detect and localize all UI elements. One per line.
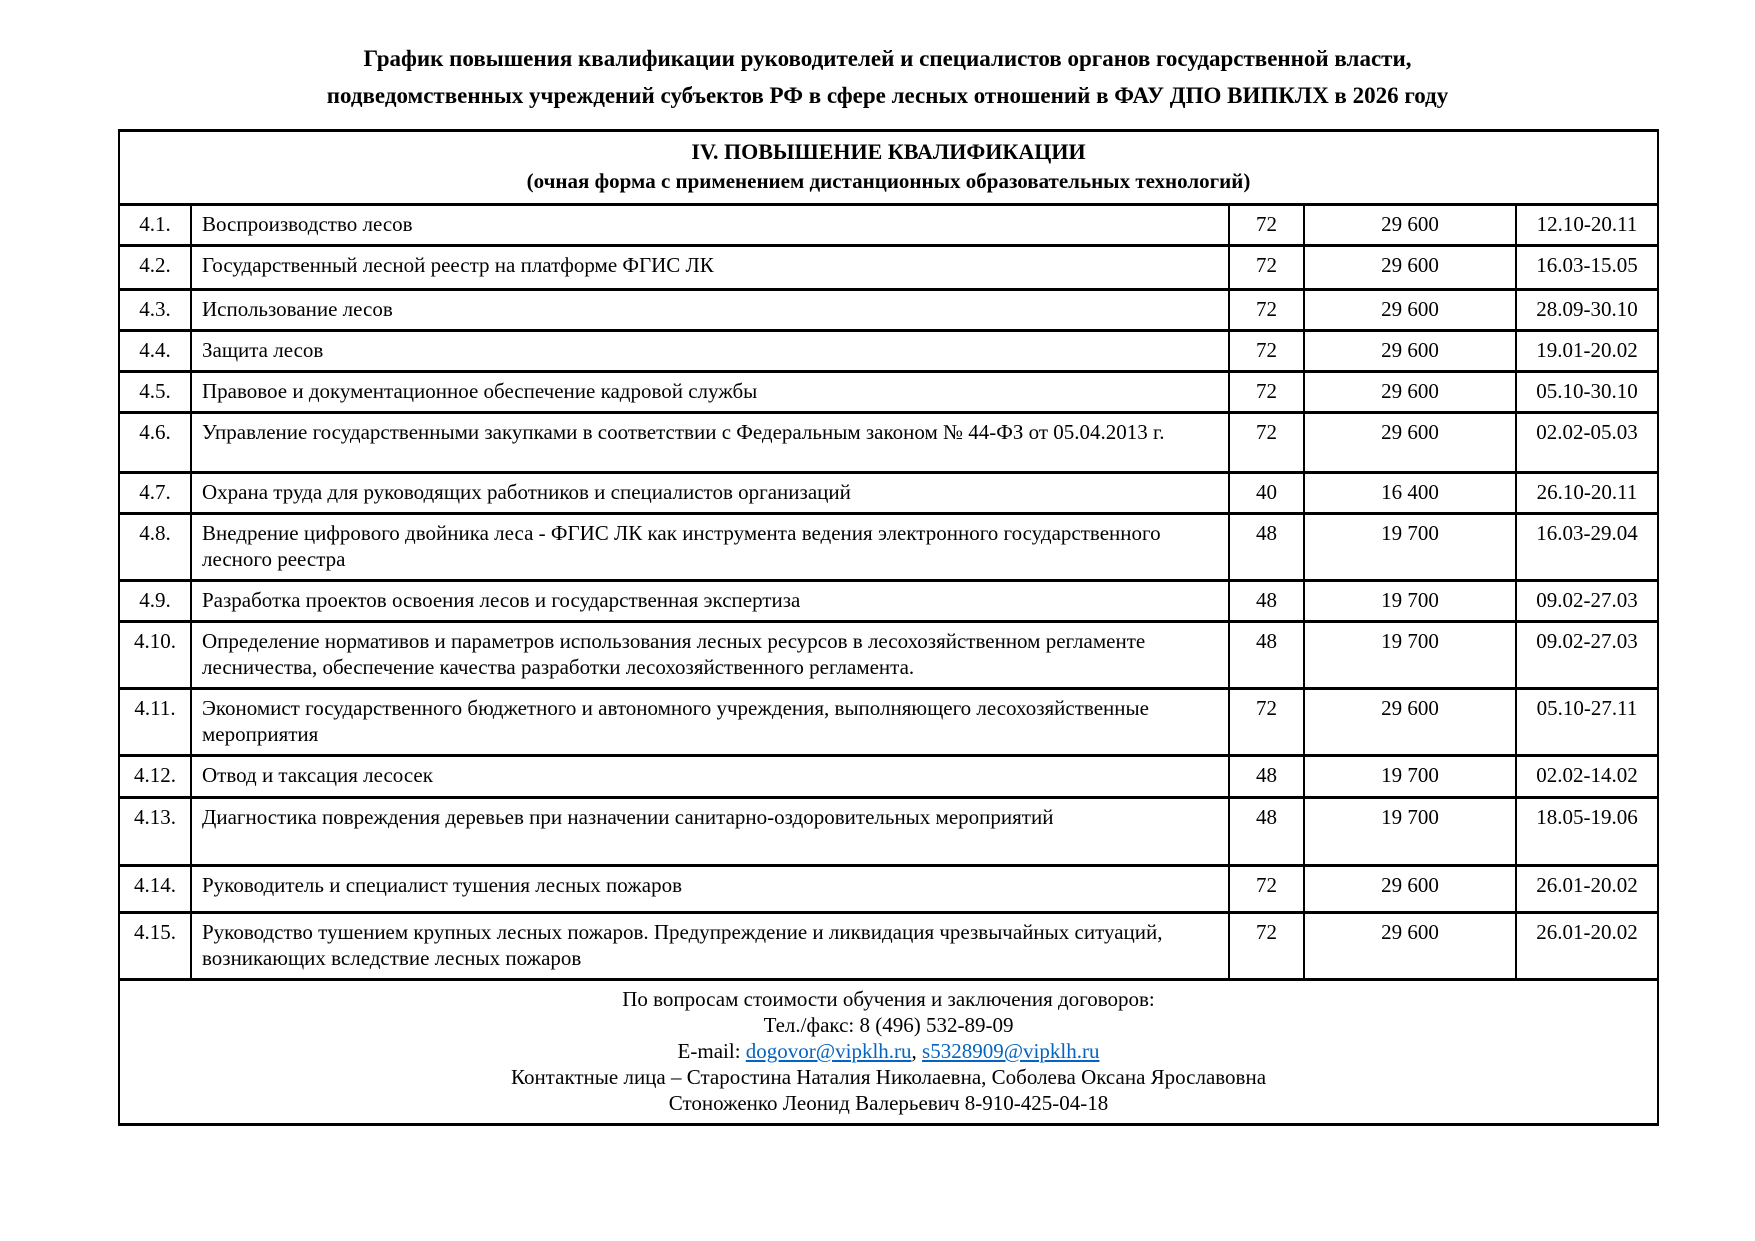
course-price: 29 600: [1304, 372, 1516, 413]
contacts-section: [119, 980, 1658, 1125]
email-separator: ,: [911, 1039, 923, 1063]
course-name: Государственный лесной реестр на платформе ФГИС ЛК: [191, 246, 1229, 290]
contacts-person-phone: Стоноженко Леонид Валерьевич 8-910-425-04-18: [668, 1091, 1109, 1115]
course-price: 29 600: [1304, 290, 1516, 331]
course-hours: 72: [1229, 372, 1304, 413]
course-name: Охрана труда для руководящих работников и специалистов организаций: [191, 473, 1229, 514]
course-hours: 72: [1229, 413, 1304, 473]
course-price: 19 700: [1304, 622, 1516, 689]
table-row: [119, 866, 1658, 913]
table-row: [119, 514, 1658, 581]
table-row: [119, 798, 1658, 866]
course-dates: 12.10-20.11: [1516, 205, 1658, 246]
row-number: 4.14.: [119, 866, 191, 913]
course-dates: 05.10-27.11: [1516, 689, 1658, 756]
course-hours: 72: [1229, 290, 1304, 331]
contacts-persons: Контактные лица – Старостина Наталия Николаевна, Соболева Оксана Ярославовна: [510, 1065, 1267, 1089]
table-row: [119, 689, 1658, 756]
email-link-dogovor[interactable]: dogovor@vipklh.ru: [745, 1039, 912, 1063]
table-row: [119, 372, 1658, 413]
course-name: Использование лесов: [191, 290, 1229, 331]
course-hours: 40: [1229, 473, 1304, 514]
email-label: E-mail:: [677, 1039, 746, 1063]
course-rows: [119, 205, 1658, 980]
contacts-cell: [119, 980, 1658, 1125]
course-price: 19 700: [1304, 581, 1516, 622]
row-number: 4.4.: [119, 331, 191, 372]
course-dates: 26.10-20.11: [1516, 473, 1658, 514]
row-number: 4.2.: [119, 246, 191, 290]
course-dates: 16.03-15.05: [1516, 246, 1658, 290]
course-dates: 26.01-20.02: [1516, 913, 1658, 980]
course-name: Руководитель и специалист тушения лесных пожаров: [191, 866, 1229, 913]
row-number: 4.15.: [119, 913, 191, 980]
section-header: [119, 131, 1658, 205]
section-header-row: [119, 131, 1658, 205]
course-dates: 16.03-29.04: [1516, 514, 1658, 581]
course-name: Управление государственными закупками в соответствии с Федеральным законом № 44-ФЗ от 05.04.2013 г.: [191, 413, 1229, 473]
course-hours: 72: [1229, 913, 1304, 980]
row-number: 4.3.: [119, 290, 191, 331]
course-price: 29 600: [1304, 689, 1516, 756]
course-name: Экономист государственного бюджетного и автономного учреждения, выполняющего лесохозяйственные мероприятия: [191, 689, 1229, 756]
course-name: Отвод и таксация лесосек: [191, 756, 1229, 798]
row-number: 4.5.: [119, 372, 191, 413]
course-hours: 72: [1229, 246, 1304, 290]
course-hours: 72: [1229, 331, 1304, 372]
table-row: [119, 473, 1658, 514]
course-dates: 26.01-20.02: [1516, 866, 1658, 913]
section-title: IV. ПОВЫШЕНИЕ КВАЛИФИКАЦИИ: [691, 139, 1086, 164]
contacts-intro: По вопросам стоимости обучения и заключения договоров:: [622, 987, 1155, 1011]
course-hours: 48: [1229, 581, 1304, 622]
course-hours: 72: [1229, 689, 1304, 756]
row-number: 4.8.: [119, 514, 191, 581]
table-row: [119, 413, 1658, 473]
course-dates: 28.09-30.10: [1516, 290, 1658, 331]
course-name: Определение нормативов и параметров использования лесных ресурсов в лесохозяйственном регламенте лесничества, обеспечение качества разработки лесохозяйственного регламента.: [191, 622, 1229, 689]
course-name: Руководство тушением крупных лесных пожаров. Предупреждение и ликвидация чрезвычайных ситуаций, возникающих вследствие лесных пожаров: [191, 913, 1229, 980]
course-dates: 09.02-27.03: [1516, 622, 1658, 689]
course-price: 29 600: [1304, 913, 1516, 980]
course-dates: 09.02-27.03: [1516, 581, 1658, 622]
table-row: [119, 331, 1658, 372]
course-price: 19 700: [1304, 514, 1516, 581]
course-price: 16 400: [1304, 473, 1516, 514]
contacts-phone: Тел./факс: 8 (496) 532-89-09: [763, 1013, 1014, 1037]
table-row: [119, 205, 1658, 246]
table-row: [119, 290, 1658, 331]
course-name: Правовое и документационное обеспечение кадровой службы: [191, 372, 1229, 413]
course-dates: 02.02-05.03: [1516, 413, 1658, 473]
table-row: [119, 622, 1658, 689]
row-number: 4.7.: [119, 473, 191, 514]
course-name: Диагностика повреждения деревьев при назначении санитарно-оздоровительных мероприятий: [191, 798, 1229, 866]
course-price: 19 700: [1304, 756, 1516, 798]
course-dates: 02.02-14.02: [1516, 756, 1658, 798]
course-dates: 18.05-19.06: [1516, 798, 1658, 866]
table-row: [119, 581, 1658, 622]
document-title: [118, 0, 1657, 114]
course-name: Внедрение цифрового двойника леса - ФГИС ЛК как инструмента ведения электронного государственного лесного реестра: [191, 514, 1229, 581]
table-row: [119, 913, 1658, 980]
section-subtitle: (очная форма с применением дистанционных образовательных технологий): [526, 169, 1251, 193]
course-dates: 19.01-20.02: [1516, 331, 1658, 372]
course-price: 19 700: [1304, 798, 1516, 866]
course-price: 29 600: [1304, 331, 1516, 372]
row-number: 4.6.: [119, 413, 191, 473]
course-name: Защита лесов: [191, 331, 1229, 372]
row-number: 4.11.: [119, 689, 191, 756]
course-hours: 72: [1229, 866, 1304, 913]
course-name: Разработка проектов освоения лесов и государственная экспертиза: [191, 581, 1229, 622]
course-price: 29 600: [1304, 413, 1516, 473]
row-number: 4.1.: [119, 205, 191, 246]
table-row: [119, 246, 1658, 290]
contacts-row: [119, 980, 1658, 1125]
row-number: 4.13.: [119, 798, 191, 866]
row-number: 4.9.: [119, 581, 191, 622]
course-name: Воспроизводство лесов: [191, 205, 1229, 246]
course-hours: 48: [1229, 514, 1304, 581]
document-title-line-1: График повышения квалификации руководителей и специалистов органов государственной власти,: [363, 46, 1412, 71]
email-link-s5328909[interactable]: s5328909@vipklh.ru: [922, 1039, 1100, 1063]
course-hours: 48: [1229, 622, 1304, 689]
course-hours: 72: [1229, 205, 1304, 246]
qualification-schedule-table: [118, 129, 1659, 1126]
course-price: 29 600: [1304, 205, 1516, 246]
table-row: [119, 756, 1658, 798]
contacts-email-line: [130, 1038, 1647, 1064]
course-hours: 48: [1229, 798, 1304, 866]
section-header-cell: [119, 131, 1658, 205]
row-number: 4.12.: [119, 756, 191, 798]
course-hours: 48: [1229, 756, 1304, 798]
course-price: 29 600: [1304, 866, 1516, 913]
document-title-line-2: подведомственных учреждений субъектов РФ в сфере лесных отношений в ФАУ ДПО ВИПКЛХ в 2026 году: [326, 83, 1449, 108]
row-number: 4.10.: [119, 622, 191, 689]
course-dates: 05.10-30.10: [1516, 372, 1658, 413]
course-price: 29 600: [1304, 246, 1516, 290]
